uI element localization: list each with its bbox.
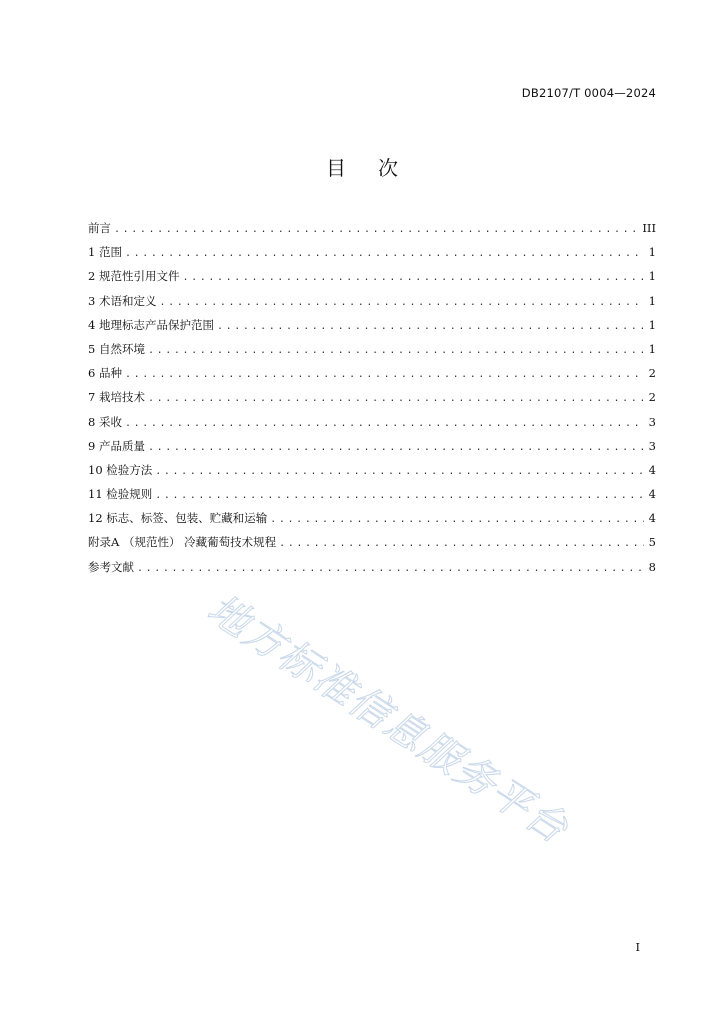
toc-entry-protection-scope[interactable] (88, 315, 656, 339)
toc-entry-page: 3 (648, 438, 656, 453)
toc-entry-label: 11 检验规则 (88, 487, 153, 502)
toc-entry-page: 3 (648, 414, 656, 429)
toc-leader-dots (155, 486, 644, 506)
toc-title: 目次 (326, 156, 430, 180)
toc-entry-page: 8 (648, 559, 656, 574)
toc-entry-label: 前言 (88, 221, 111, 235)
toc-entry-page: III (642, 221, 656, 235)
toc-entry-label: 7 栽培技术 (88, 390, 145, 405)
toc-entry-label: 8 采收 (88, 414, 122, 429)
toc-entry-appendix-a[interactable] (88, 532, 656, 556)
toc-entry-label: 3 术语和定义 (88, 293, 157, 308)
toc-leader-dots (279, 534, 644, 554)
toc-leader-dots (159, 293, 644, 313)
toc-leader-dots (125, 414, 644, 434)
toc-leader-dots (182, 268, 644, 288)
toc-entry-label: 5 自然环境 (88, 341, 145, 356)
watermark-text: 地方标准信息服务平台 (199, 585, 577, 854)
toc-entry-label: 1 范围 (88, 245, 122, 260)
toc-leader-dots (148, 389, 644, 409)
toc-entry-cultivation[interactable] (88, 387, 656, 411)
toc-entry-page: 4 (648, 511, 656, 526)
document-code: DB2107/T 0004—2024 (521, 86, 656, 100)
toc-entry-page: 5 (648, 535, 656, 550)
toc-entry-product-quality[interactable] (88, 436, 656, 460)
toc-entry-terms-definitions[interactable] (88, 291, 656, 315)
toc-entry-inspection-rules[interactable] (88, 484, 656, 508)
toc-leader-dots (270, 510, 644, 530)
toc-entry-page: 4 (648, 487, 656, 502)
toc-leader-dots (137, 559, 644, 579)
toc-entry-label: 参考文献 (88, 559, 134, 574)
toc-entry-test-methods[interactable] (88, 460, 656, 484)
toc-leader-dots (114, 220, 638, 240)
page-number: I (635, 940, 640, 954)
toc-entry-foreword[interactable] (88, 218, 656, 242)
toc-leader-dots (155, 462, 644, 482)
toc-entry-page: 2 (648, 390, 656, 405)
toc-entry-page: 2 (648, 366, 656, 381)
toc-entry-scope[interactable] (88, 242, 656, 266)
toc-list (88, 218, 656, 581)
toc-leader-dots (125, 365, 644, 385)
toc-entry-variety[interactable] (88, 363, 656, 387)
toc-entry-page: 4 (648, 462, 656, 477)
toc-entry-marking-packaging[interactable] (88, 508, 656, 532)
toc-entry-label: 4 地理标志产品保护范围 (88, 317, 214, 332)
toc-entry-page: 1 (648, 269, 656, 284)
toc-entry-page: 1 (648, 293, 656, 308)
toc-entry-label: 2 规范性引用文件 (88, 269, 180, 284)
toc-entry-label: 9 产品质量 (88, 438, 145, 453)
toc-entry-label: 10 检验方法 (88, 462, 153, 477)
toc-entry-page: 1 (648, 341, 656, 356)
toc-entry-bibliography[interactable] (88, 557, 656, 581)
toc-leader-dots (125, 244, 644, 264)
toc-entry-normative-references[interactable] (88, 266, 656, 290)
toc-leader-dots (148, 341, 644, 361)
toc-entry-page: 1 (648, 317, 656, 332)
toc-entry-label: 6 品种 (88, 366, 122, 381)
toc-leader-dots (148, 438, 644, 458)
toc-entry-label: 12 标志、标签、包装、贮藏和运输 (88, 511, 268, 526)
toc-entry-label: 附录A （规范性） 冷藏葡萄技术规程 (88, 535, 277, 550)
toc-entry-harvest[interactable] (88, 412, 656, 436)
toc-entry-natural-environment[interactable] (88, 339, 656, 363)
toc-leader-dots (217, 317, 644, 337)
toc-entry-page: 1 (648, 245, 656, 260)
